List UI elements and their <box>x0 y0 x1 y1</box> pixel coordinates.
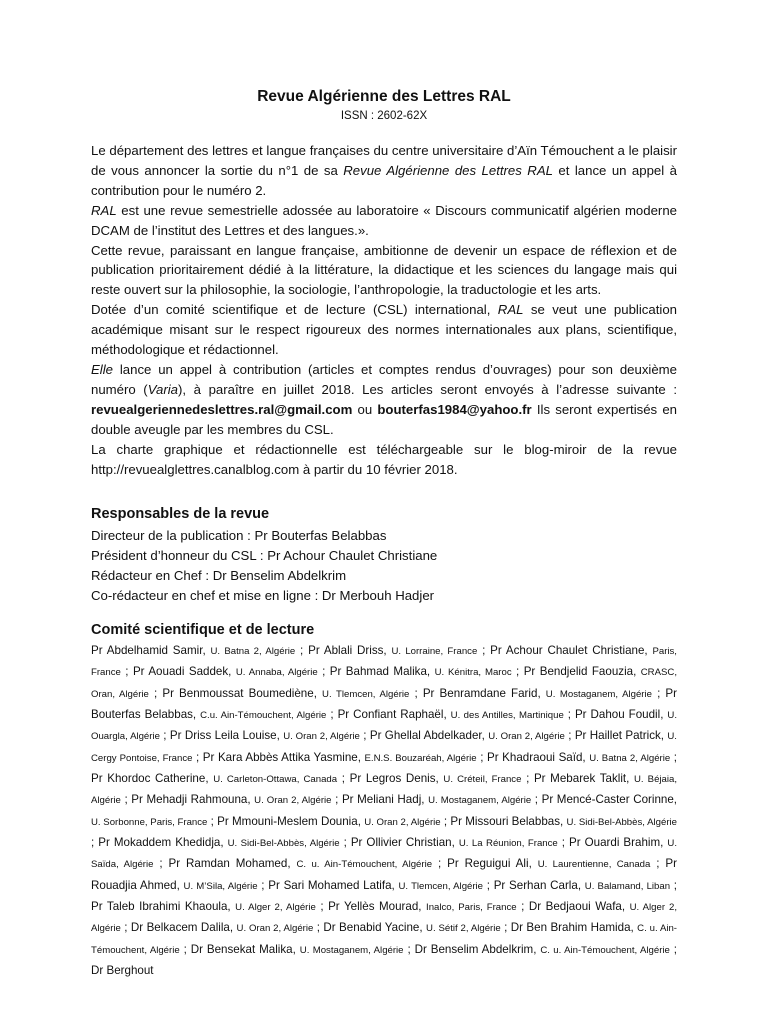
intro-text: Dotée d’un comité scientifique et de lecture (CSL) international, <box>91 302 498 318</box>
member-institution: E.N.S. Bouzaréah, Algérie <box>364 752 477 764</box>
responsable-item: Co-rédacteur en chef et mise en ligne : Dr Merbouh Hadjer <box>91 588 435 603</box>
member-name: Pr Ramdan Mohamed, <box>168 857 297 871</box>
member-name: Pr Khordoc Catherine, <box>91 772 214 786</box>
member-name: Pr Dahou Foudil, <box>574 708 668 722</box>
member-institution: U. Batna 2, Algérie <box>589 752 671 764</box>
member-institution: U. Mostaganem, Algérie <box>299 944 404 956</box>
journal-title: Revue Algérienne des Lettres RAL <box>257 88 511 105</box>
member-name: Pr Abdelhamid Samir, <box>91 644 211 657</box>
member-institution: C. u. Ain-Témouchent, Algérie <box>91 923 678 956</box>
member-institution: U. Laurentienne, Canada <box>537 859 651 871</box>
intro-text: est une revue semestrielle adossée au laboratoire « Discours communicatif algérien moderne DCAM de l’institut des Lettres et des langues.». <box>91 202 677 238</box>
comite-heading: Comité scientifique et de lecture <box>91 622 315 638</box>
member-institution: U. Balamand, Liban <box>584 880 671 892</box>
member-name: Pr Mehadji Rahmouna, <box>131 793 255 807</box>
member-name: Pr Reguigui Ali, <box>447 857 538 871</box>
member-name: Dr Benselim Abdelkrim, <box>414 942 541 956</box>
email-address-ral: revuealgeriennedeslettres.ral@gmail.com <box>91 401 353 417</box>
member-name: Pr Meliani Hadj, <box>341 793 429 807</box>
intro-paragraph <box>91 201 677 241</box>
member-name: Pr Bendjelid Faouzia, <box>523 665 641 679</box>
member-institution: U. Batna 2, Algérie <box>210 646 296 657</box>
member-name: Pr Mokaddem Khedidja, <box>98 836 228 850</box>
intro-text: se veut une publication académique misant sur le respect rigoureux des normes internationales aux plans, scientifique, méthodologique et rédactionnel. <box>91 302 677 358</box>
member-institution: U. Mostaganem, Algérie <box>428 795 532 807</box>
journal-acronym: RAL <box>497 302 524 318</box>
member-institution: U. Tlemcen, Algérie <box>398 880 484 892</box>
member-institution: U. Sidi-Bel-Abbès, Algérie <box>566 816 677 828</box>
member-name: Pr Mencé-Caster Corinne, <box>541 793 678 807</box>
member-name: Pr Confiant Raphaël, <box>337 708 451 722</box>
member-institution: U. Carleton-Ottawa, Canada <box>213 774 338 786</box>
member-name: Pr Ablali Driss, <box>308 644 392 657</box>
member-institution: Paris, France <box>91 646 677 679</box>
member-institution: U. Oran 2, Algérie <box>236 923 314 935</box>
member-name: Dr Benabid Yacine, <box>323 921 427 935</box>
member-institution: U. des Antilles, Martinique <box>450 710 564 722</box>
member-institution: U. Kénitra, Maroc <box>434 667 512 679</box>
member-institution: U. La Réunion, France <box>458 838 558 850</box>
member-name: Pr Achour Chaulet Christiane, <box>490 644 653 657</box>
intro-text: et lance un appel à contribution pour le numéro 2. <box>91 162 677 198</box>
member-institution: U. Tlemcen, Algérie <box>322 688 410 700</box>
member-name: Pr Khadraoui Saïd, <box>487 750 590 764</box>
member-institution: U. Oran 2, Algérie <box>488 731 565 743</box>
intro-text: Ils seront expertisés en double aveugle par les membres du CSL. <box>91 401 677 437</box>
member-institution: U. Béjaia, Algérie <box>91 774 678 807</box>
member-name: Dr Bedjaoui Wafa, <box>528 900 630 914</box>
member-institution: U. Sétif 2, Algérie <box>426 923 501 935</box>
email-address-bouterfas: bouterfas1984@yahoo.fr <box>377 401 532 417</box>
journal-name: Revue Algérienne des Lettres RAL <box>343 162 553 178</box>
member-institution: CRASC, Oran, Algérie <box>91 667 677 700</box>
member-name: Dr Bensekat Malika, <box>190 942 300 956</box>
member-name: Pr Ollivier Christian, <box>350 836 459 850</box>
journal-acronym: RAL <box>91 202 117 218</box>
varia-label: Varia <box>147 381 178 397</box>
member-name: Pr Sari Mohamed Latifa, <box>268 878 399 892</box>
responsable-item: Président d’honneur du CSL : Pr Achour Chaulet Christiane <box>91 548 438 563</box>
member-institution: U. Créteil, France <box>443 774 522 786</box>
member-name: Pr Aouadi Saddek, <box>132 665 236 679</box>
intro-text: Elle <box>91 361 113 377</box>
member-name: Pr Rouadjia Ahmed, <box>91 857 677 892</box>
intro-section <box>91 141 677 479</box>
member-name: Pr Benramdane Farid, <box>422 686 546 700</box>
member-institution: U. Ouargla, Algérie <box>91 710 677 743</box>
comite-members: Pr Abdelhamid Samir, U. Batna 2, Algérie ; Pr Ablali Driss, U. Lorraine, France ; Pr Achour Chaulet Christiane, Paris, France ; Pr Aouadi Saddek, U. Annaba, Algérie ; Pr Bahmad Malika, U. Kénitra, Maroc ; Pr Bendjelid Faouzia, CRASC, Oran, Algérie ; Pr Benmoussat Boumediène, U. Tlemcen, Algérie ; Pr Benramdane Farid, U. Mostaganem, Algérie ; Pr Bouterfas Belabbas, C.u. Ain-Témouchent, Algérie ; Pr Confiant Raphaël, U. des Antilles, Martinique ; Pr Dahou Foudil, U. Ouargla, Algérie ; Pr Driss Leila Louise, U. Oran 2, Algérie ; Pr Ghellal Abdelkader, U. Oran 2, Algérie ; Pr Haillet Patrick, U. Cergy Pontoise, France ; Pr Kara Abbès Attika Yasmine, E.N.S. Bouzaréah, Algérie ; Pr Khadraoui Saïd, U. Batna 2, Algérie ; Pr Khordoc Catherine, U. Carleton-Ottawa, Canada ; Pr Legros Denis, U. Créteil, France ; Pr Mebarek Taklit, U. Béjaia, Algérie ; Pr Mehadji Rahmouna, U. Oran 2, Algérie ; Pr Meliani Hadj, U. Mostaganem, Algérie ; Pr Mencé-Caster Corinne, U. Sorbonne, Paris, France ; Pr Mmouni-Meslem Dounia, U. Oran 2, Algérie ; Pr Missouri Belabbas, U. Sidi-Bel-Abbès, Algérie ; Pr Mokaddem Khedidja, U. Sidi-Bel-Abbès, Algérie ; Pr Ollivier Christian, U. La Réunion, France ; Pr Ouardi Brahim, U. Saïda, Algérie ; Pr Ramdan Mohamed, C. u. Ain-Témouchent, Algérie ; Pr Reguigui Ali, U. Laurentienne, Canada ; Pr Rouadjia Ahmed, U. M’Sila, Algérie ; Pr Sari Mohamed Latifa, U. Tlemcen, Algérie ; Pr Serhan Carla, U. Balamand, Liban ; Pr Taleb Ibrahimi Khaoula, U. Alger 2, Algérie ; Pr Yellès Mourad, Inalco, Paris, France ; Dr Bedjaoui Wafa, U. Alger 2, Algérie ; Dr Belkacem Dalila, U. Oran 2, Algérie ; Dr Benabid Yacine, U. Sétif 2, Algérie ; Dr Ben Brahim Hamida, C. u. Ain-Témouchent, Algérie ; Dr Bensekat Malika, U. Mostaganem, Algérie ; Dr Benselim Abdelkrim, C. u. Ain-Témouchent, Algérie ; Dr Berghout <box>91 644 678 978</box>
member-institution: U. Annaba, Algérie <box>235 667 318 679</box>
member-name: Dr Berghout <box>91 964 154 978</box>
member-name: Pr Ouardi Brahim, <box>569 836 668 850</box>
responsable-item: Directeur de la publication : Pr Bouterfas Belabbas <box>91 528 387 543</box>
member-institution: Inalco, Paris, France <box>426 902 517 914</box>
responsables-list <box>91 526 677 606</box>
intro-text: Le département des lettres et langue françaises du centre universitaire d’Aïn Témouchent a le plaisir de vous annoncer la sortie du n°1 de sa <box>91 143 677 178</box>
member-institution: U. Alger 2, Algérie <box>91 902 677 935</box>
member-name: Pr Mebarek Taklit, <box>533 772 634 786</box>
member-institution: U. Sidi-Bel-Abbès, Algérie <box>227 838 340 850</box>
member-name: Pr Mmouni-Meslem Dounia, <box>217 814 365 828</box>
member-institution: U. Cergy Pontoise, France <box>91 731 677 764</box>
member-institution: U. Lorraine, France <box>391 646 478 657</box>
member-name: Pr Missouri Belabbas, <box>450 814 567 828</box>
responsable-item: Rédacteur en Chef : Dr Benselim Abdelkrim <box>91 568 347 583</box>
member-name: Pr Bouterfas Belabbas, <box>91 686 677 722</box>
member-name: Pr Legros Denis, <box>349 772 444 786</box>
intro-paragraph <box>91 141 677 201</box>
member-institution: U. Oran 2, Algérie <box>254 795 332 807</box>
intro-text: lance un appel à contribution (articles et comptes rendus d’ouvrages) pour son deuxième numéro ( <box>91 361 677 397</box>
issn-line: ISSN : 2602-62X <box>340 110 428 122</box>
member-name: Pr Haillet Patrick, <box>574 729 668 743</box>
member-institution: U. Alger 2, Algérie <box>235 902 316 914</box>
member-name: Pr Ghellal Abdelkader, <box>369 729 489 743</box>
member-name: Pr Bahmad Malika, <box>329 665 435 679</box>
member-name: Pr Taleb Ibrahimi Khaoula, <box>91 900 236 914</box>
member-institution: C. u. Ain-Témouchent, Algérie <box>296 859 433 871</box>
intro-paragraph <box>91 360 677 440</box>
member-institution: U. M’Sila, Algérie <box>183 880 258 892</box>
member-name: Pr Yellès Mourad, <box>328 900 427 914</box>
member-name: Pr Serhan Carla, <box>493 878 585 892</box>
member-institution: C. u. Ain-Témouchent, Algérie <box>540 944 670 956</box>
member-name: Pr Kara Abbès Attika Yasmine, <box>202 750 365 764</box>
member-name: Dr Belkacem Dalila, <box>130 921 237 935</box>
intro-paragraph: Cette revue, paraissant en langue française, ambitionne de devenir un espace de réflexion et de publication prioritairement dédié à la littérature, la didactique et les sciences du langage mais qui reste ouvert sur la philosophie, la sociologie, l’anthropologie, la traductologie et les arts. <box>91 242 677 298</box>
intro-text: ou <box>352 401 378 417</box>
member-name: Dr Ben Brahim Hamida, <box>510 921 638 935</box>
intro-paragraph: La charte graphique et rédactionnelle est téléchargeable sur le blog-miroir de la revue http://revuealglettres.canalblog.com à partir du 10 février 2018. <box>91 441 677 477</box>
intro-paragraph <box>91 300 677 360</box>
member-name: Pr Driss Leila Louise, <box>169 729 284 743</box>
member-institution: U. Oran 2, Algérie <box>364 816 441 828</box>
intro-text: ), à paraître en juillet 2018. Les articles seront envoyés à l’adresse suivante : <box>178 381 677 397</box>
member-institution: U. Saïda, Algérie <box>91 838 677 871</box>
member-institution: C.u. Ain-Témouchent, Algérie <box>200 710 327 722</box>
member-institution: U. Oran 2, Algérie <box>283 731 360 743</box>
member-institution: U. Mostaganem, Algérie <box>545 688 652 700</box>
member-name: Pr Benmoussat Boumediène, <box>162 686 323 700</box>
responsables-heading: Responsables de la revue <box>91 506 270 522</box>
member-institution: U. Sorbonne, Paris, France <box>91 816 208 828</box>
